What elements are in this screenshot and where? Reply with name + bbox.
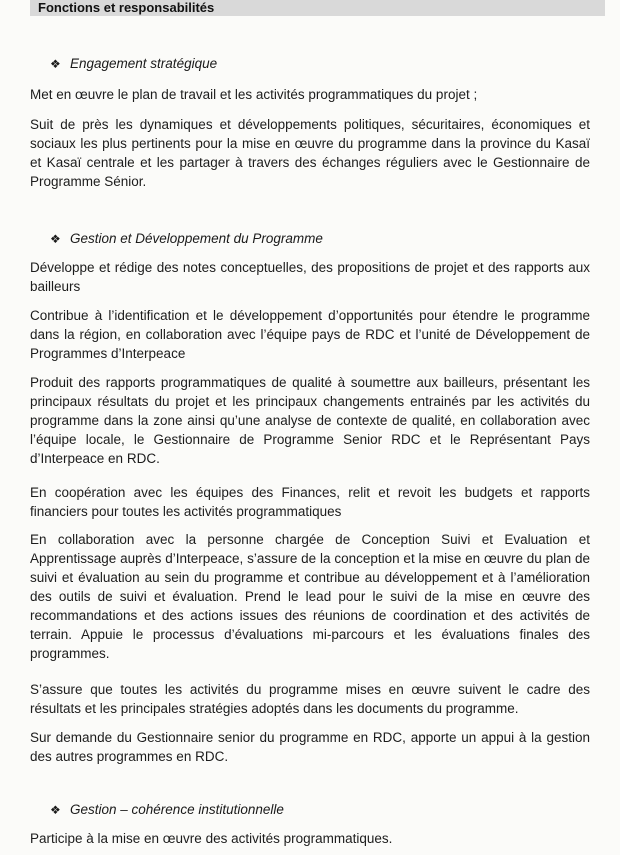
section-title-text: Gestion et Développement du Programme bbox=[70, 231, 323, 246]
paragraph: S’assure que toutes les activités du programme mises en œuvre suivent le cadre des résultats et les principales stratégies adoptés dans les documents du programme. bbox=[30, 682, 590, 716]
paragraph: Participe à la mise en œuvre des activités programmatiques. bbox=[30, 831, 393, 846]
paragraph: Produit des rapports programmatiques de qualité à soumettre aux bailleurs, présentant les principaux résultats du projet et les principaux changements entrainés par les activités du programme dans la zone ainsi qu’une analyse de contexte de qualité, en collaboration avec l’équipe locale, le Gestionnaire de Programme Senior RDC et le Représentant Pays d’Interpeace en RDC. bbox=[30, 375, 590, 466]
diamond-bullet-icon: ❖ bbox=[50, 57, 61, 71]
paragraph: En collaboration avec la personne chargée de Conception Suivi et Evaluation et Apprentissage auprès d’Interpeace, s’assure de la conception et la mise en œuvre du plan de suivi et évaluation au sein du programme et contribue au développement et à l’amélioration des outils de suivi et évaluation. Prend le lead pour le suivi de la mise en œuvre des recommandations et des actions issues des réunions de coordination et des activités de terrain. Appuie le processus d’évaluations mi-parcours et les évaluations finales des programmes. bbox=[30, 532, 590, 661]
section-title-engagement bbox=[50, 55, 217, 73]
section-title-text: Gestion – cohérence institutionnelle bbox=[70, 802, 284, 817]
paragraph: Développe et rédige des notes conceptuelles, des propositions de projet et des rapports aux bailleurs bbox=[30, 260, 590, 294]
paragraph: Met en œuvre le plan de travail et les activités programmatiques du projet ; bbox=[30, 87, 478, 102]
paragraph: En coopération avec les équipes des Finances, relit et revoit les budgets et rapports financiers pour toutes les activités programmatiques bbox=[30, 485, 590, 519]
paragraph: Sur demande du Gestionnaire senior du programme en RDC, apporte un appui à la gestion des autres programmes en RDC. bbox=[30, 730, 590, 764]
paragraph: Contribue à l’identification et le développement d’opportunités pour étendre le programme dans la région, en collaboration avec l’équipe pays de RDC et l’unité de Développement de Programmes d’Interpeace bbox=[30, 308, 590, 361]
section-title-coherence-institutionnelle bbox=[50, 801, 284, 819]
page-title: Fonctions et responsabilités bbox=[38, 0, 215, 15]
section-title-text: Engagement stratégique bbox=[70, 56, 218, 71]
diamond-bullet-icon: ❖ bbox=[50, 803, 61, 817]
paragraph: Suit de près les dynamiques et développements politiques, sécuritaires, économiques et sociaux les plus pertinents pour la mise en œuvre du programme dans la province du Kasaï et Kasaï centrale et les partager à travers des échanges réguliers avec le Gestionnaire de Programme Sénior. bbox=[30, 117, 590, 189]
section-title-gestion-developpement bbox=[50, 230, 323, 248]
diamond-bullet-icon: ❖ bbox=[50, 232, 61, 246]
